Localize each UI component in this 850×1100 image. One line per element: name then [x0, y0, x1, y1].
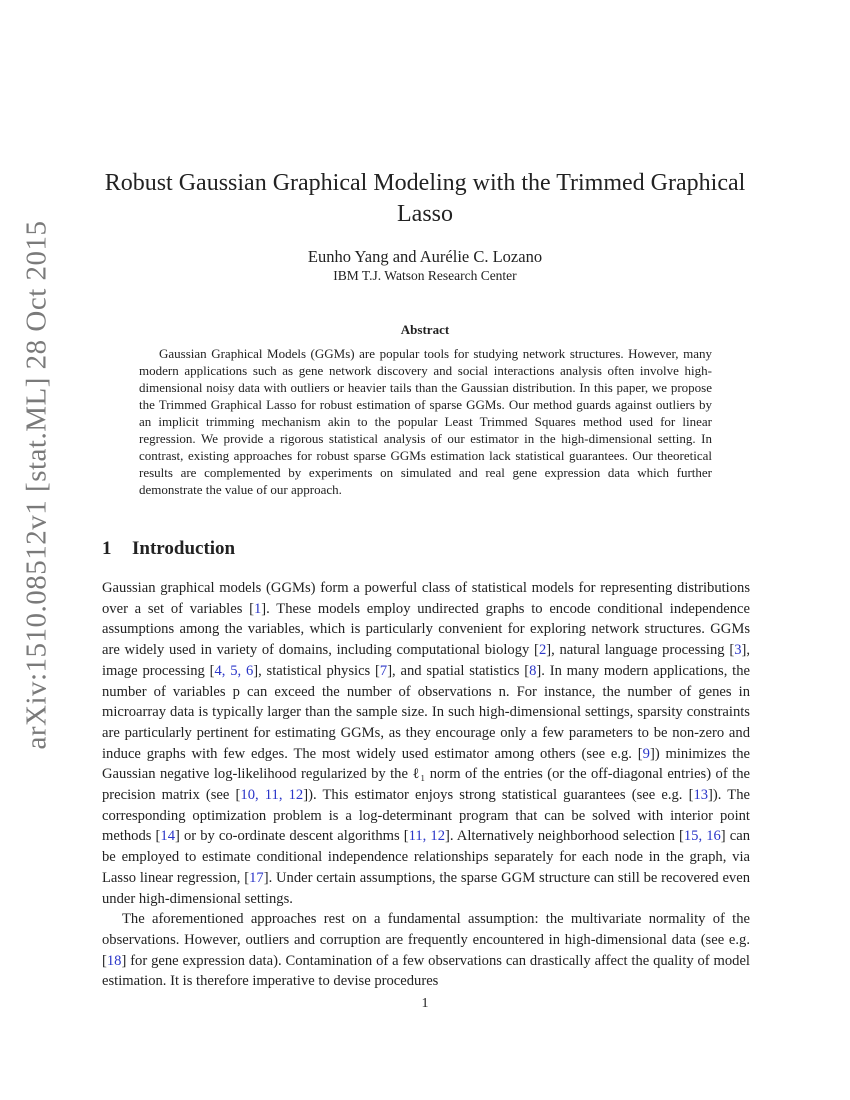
paragraph-2: The aforementioned approaches rest on a fundamental assumption: the multivariate normality of the observations. However, outliers and corruption are frequently encountered in high-dimensional data (see e.g. [18] for gene expression data). Contamination of a few observations can drastically affect the quality of model estimation. It is therefore imperative to devise procedures	[102, 911, 750, 990]
citation-link[interactable]: 8	[529, 662, 537, 679]
page-number: 1	[421, 996, 429, 1011]
section-number: 1	[102, 538, 112, 559]
citation-link[interactable]: 11, 12	[408, 828, 446, 845]
abstract-heading: Abstract	[400, 322, 450, 337]
citation-link[interactable]: 14	[160, 828, 175, 845]
citation-link[interactable]: 4, 5, 6	[214, 662, 254, 679]
arxiv-identifier: arXiv:1510.08512v1 [stat.ML] 28 Oct 2015	[20, 220, 53, 750]
citation-link[interactable]: 15, 16	[683, 828, 721, 845]
body-text	[102, 578, 750, 992]
abstract-text: Gaussian Graphical Models (GGMs) are popular tools for studying network structures. However, many modern applications such as gene network discovery and social interactions analysis often involve high-dimensional noisy data with outliers or heavier tails than the Gaussian distribution. In this paper, we propose the Trimmed Graphical Lasso for robust estimation of sparse GGMs. Our method guards against outliers by an implicit trimming mechanism akin to the popular Least Trimmed Squares method used for linear regression. We provide a rigorous statistical analysis of our estimator in the high-dimensional setting. In contrast, existing approaches for robust sparse GGMs estimation lack statistical guarantees. Our theoretical results are complemented by experiments on simulated and real gene expression data which further demonstrate the value of our approach.	[139, 346, 712, 497]
citation-link[interactable]: 3	[734, 642, 742, 659]
citation-link[interactable]: 7	[379, 662, 388, 679]
paragraph-1: Gaussian graphical models (GGMs) form a powerful class of statistical models for representing distributions over a set of variables [1]. These models employ undirected graphs to encode conditional independence assumptions among the variables, which is particularly convenient for exploring network structures. GGMs are widely used in variety of domains, including computational biology [2], natural language processing [3], image processing [4, 5, 6], statistical physics [7], and spatial statistics [8]. In many modern applications, the number of variables p can exceed the number of observations n. For instance, the number of genes in microarray data is typically larger than the sample size. In such high-dimensional settings, sparsity constraints are particularly pertinent for estimating GGMs, as they encourage only a few parameters to be non-zero and induce graphs with few edges. The most widely used estimator among others (see e.g. [9]) minimizes the Gaussian negative log-likelihood regularized by the ℓ₁ norm of the entries (or the off-diagonal entries) of the precision matrix (see [10, 11, 12]). This estimator enjoys strong statistical guarantees (see e.g. [13]). The corresponding optimization problem is a log-determinant program that can be solved with interior point methods [14] or by co-ordinate descent algorithms [11, 12]. Alternatively neighborhood selection [15, 16] can be employed to estimate conditional independence relationships separately for each node in the graph, via Lasso linear regression, [17]. Under certain assumptions, the sparse GGM structure can still be recovered even under high-dimensional settings.	[102, 580, 750, 907]
paper-affiliation: IBM T.J. Watson Research Center	[333, 268, 517, 283]
citation-link[interactable]: 10, 11, 12	[240, 787, 304, 804]
paper-authors: Eunho Yang and Aurélie C. Lozano	[307, 247, 543, 266]
section-title: Introduction	[132, 538, 236, 559]
section-heading	[102, 538, 235, 560]
citation-link[interactable]: 2	[538, 642, 547, 659]
citation-link[interactable]: 9	[642, 745, 650, 762]
citation-link[interactable]: 18	[106, 952, 122, 969]
paper-title: Robust Gaussian Graphical Modeling with the Trimmed Graphical Lasso	[104, 170, 746, 227]
citation-link[interactable]: 17	[249, 869, 264, 886]
citation-link[interactable]: 1	[254, 600, 262, 617]
citation-link[interactable]: 13	[693, 787, 709, 804]
